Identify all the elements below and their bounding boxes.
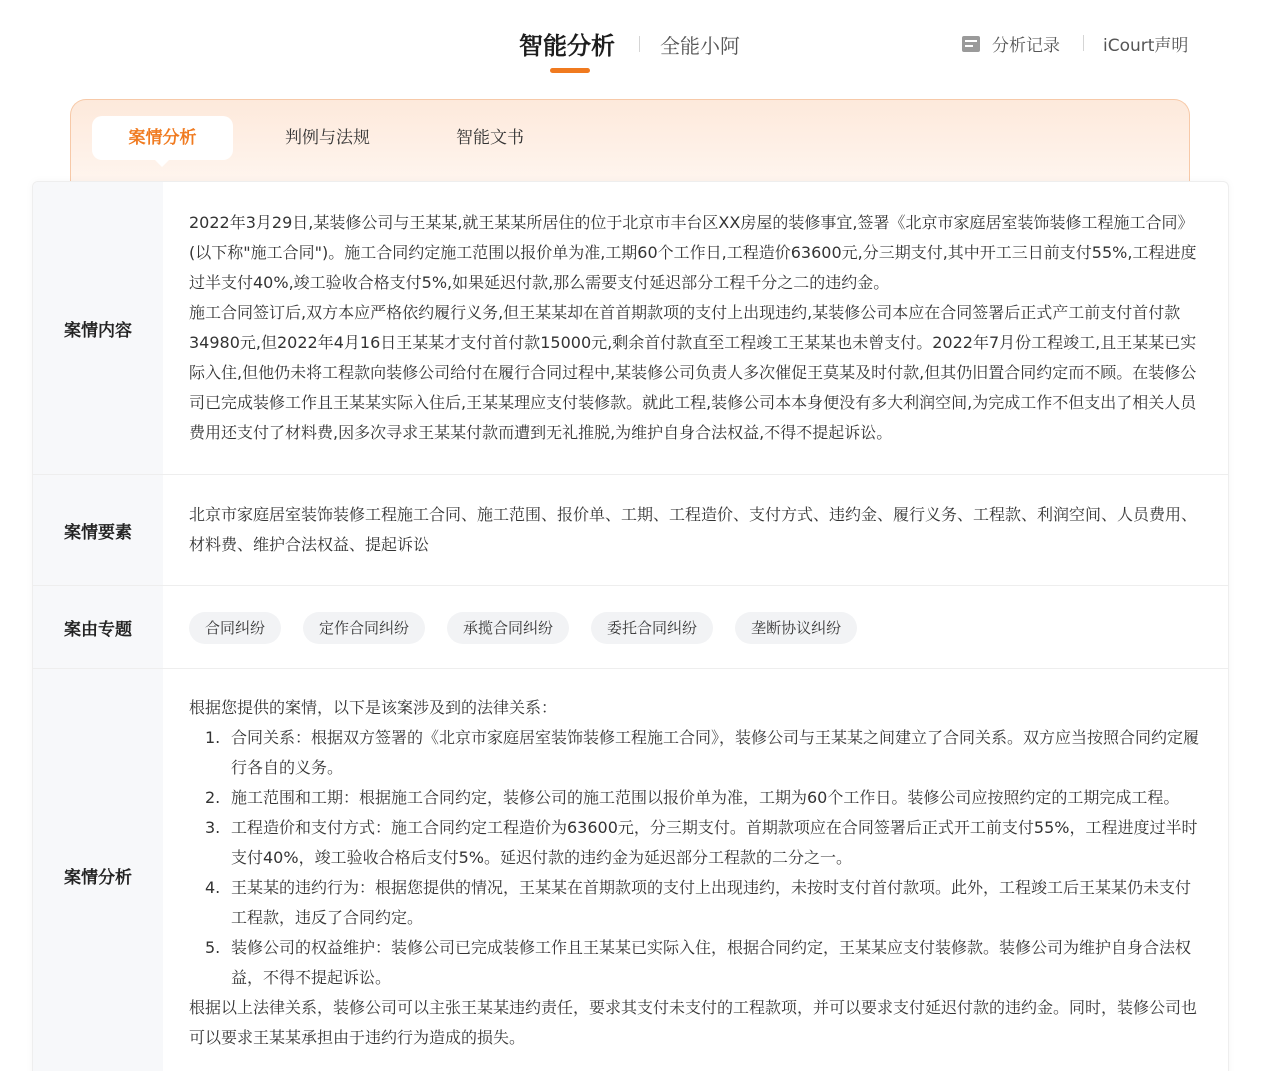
case-elements-label: 案情要素 — [33, 475, 163, 585]
topic-tag[interactable]: 垄断协议纠纷 — [735, 612, 857, 644]
case-analysis-label: 案情分析 — [33, 669, 163, 1071]
active-subtab-pointer — [154, 159, 170, 167]
topic-tag[interactable]: 定作合同纠纷 — [303, 612, 425, 644]
case-elements-text: 北京市家庭居室装饰装修工程施工合同、施工范围、报价单、工期、工程造价、支付方式、违约金、履行义务、工程款、利润空间、人员费用、材料费、维护合法权益、提起诉讼 — [189, 505, 1198, 554]
list-item-text: 装修公司的权益维护：装修公司已完成装修工作且王某某已实际入住，根据合同约定，王某某应支付装修款。装修公司为维护自身合法权益，不得不提起诉讼。 — [231, 938, 1192, 987]
analysis-records-label: 分析记录 — [992, 36, 1060, 56]
header-divider — [1083, 35, 1084, 51]
analysis-intro: 根据您提供的案情，以下是该案涉及到的法律关系： — [189, 698, 558, 717]
subtab-cases-and-laws[interactable]: 判例与法规 — [285, 128, 370, 148]
list-item — [189, 783, 1206, 813]
list-item — [189, 873, 1206, 933]
case-content-text — [189, 208, 1206, 448]
list-item-number: 2. — [205, 788, 221, 807]
topic-tag-list — [189, 612, 1206, 644]
list-item — [189, 933, 1206, 993]
list-item-text: 合同关系：根据双方签署的《北京市家庭居室装饰装修工程施工合同》，装修公司与王某某之间建立了合同关系。双方应当按照合同约定履行各自的义务。 — [231, 728, 1200, 777]
analysis-records-link[interactable] — [962, 31, 1060, 56]
case-topics-row — [33, 586, 1229, 669]
case-analysis-text — [189, 693, 1206, 1053]
topic-tag[interactable]: 合同纠纷 — [189, 612, 281, 644]
list-item-number: 4. — [205, 878, 221, 897]
tab-all-capable[interactable]: 全能小阿 — [660, 34, 740, 58]
analysis-conclusion: 根据以上法律关系，装修公司可以主张王某某违约责任，要求其支付未支付的工程款项，并可以要求支付延迟付款的违约金。同时，装修公司也可以要求王某某承担由于违约行为造成的损失。 — [189, 998, 1198, 1047]
list-item — [189, 723, 1206, 783]
list-item-number: 5. — [205, 938, 221, 957]
case-analysis-row — [33, 669, 1229, 1071]
legal-relations-list — [189, 723, 1206, 993]
document-icon — [962, 36, 980, 52]
topic-tag[interactable]: 委托合同纠纷 — [591, 612, 713, 644]
tab-divider — [639, 36, 640, 52]
list-item-text: 王某某的违约行为：根据您提供的情况，王某某在首期款项的支付上出现违约，未按时支付首付款项。此外，工程竣工后王某某仍未支付工程款，违反了合同约定。 — [231, 878, 1192, 927]
tab-smart-analysis[interactable]: 智能分析 — [519, 32, 615, 60]
analysis-card — [32, 181, 1229, 1071]
case-content-label: 案情内容 — [33, 182, 163, 474]
icourt-statement-link[interactable]: iCourt声明 — [1103, 36, 1189, 56]
subtab-smart-documents[interactable]: 智能文书 — [456, 128, 524, 148]
case-topics-label: 案由专题 — [33, 586, 163, 668]
top-navigation — [0, 0, 1280, 90]
active-tab-underline — [550, 68, 590, 73]
case-content-paragraph: 2022年3月29日,某装修公司与王某某,就王某某所居住的位于北京市丰台区XX房屋的装修事宜,签署《北京市家庭居室装饰装修工程施工合同》(以下称"施工合同")。施工合同约定施工范围以报价单为准,工期60个工作日,工程造价63600元,分三期支付,其中开工三日前支付55%,工程进度过半支付40%,竣工验收合格支付5%,如果延迟付款,那么需要支付延迟部分工程千分之二的违约金。 — [189, 213, 1197, 292]
case-elements-row — [33, 475, 1229, 586]
subtab-case-analysis[interactable]: 案情分析 — [92, 116, 233, 160]
list-item-text: 工程造价和支付方式：施工合同约定工程造价为63600元，分三期支付。首期款项应在合同签署后正式开工前支付55%，工程进度过半时支付40%，竣工验收合格后支付5%。延迟付款的违约金为延迟部分工程款的二分之一。 — [231, 818, 1198, 867]
topic-tag[interactable]: 承揽合同纠纷 — [447, 612, 569, 644]
subtab-banner — [70, 99, 1190, 189]
list-item — [189, 813, 1206, 873]
list-item-number: 3. — [205, 818, 221, 837]
case-content-row — [33, 182, 1229, 475]
list-item-text: 施工范围和工期：根据施工合同约定，装修公司的施工范围以报价单为准，工期为60个工作日。装修公司应按照约定的工期完成工程。 — [231, 788, 1180, 807]
list-item-number: 1. — [205, 728, 221, 747]
case-content-paragraph: 施工合同签订后,双方本应严格依约履行义务,但王某某却在首首期款项的支付上出现违约,某装修公司本应在合同签署后正式产工前支付首付款34980元,但2022年4月16日王某某才支付首付款15000元,剩余首付款直至工程竣工王某某也未曾支付。2022年7月份工程竣工,且王某某已实际入住,但他仍未将工程款向装修公司给付在履行合同过程中,某装修公司负责人多次催促王莫某及时付款,但其仍旧置合同约定而不顾。在装修公司已完成装修工作且王某某实际入住后,王某某理应支付装修款。就此工程,装修公司本本身便没有多大利润空间,为完成工作不但支出了相关人员费用还支付了材料费,因多次寻求王某某付款而遭到无礼推脱,为维护自身合法权益,不得不提起诉讼。 — [189, 303, 1197, 442]
